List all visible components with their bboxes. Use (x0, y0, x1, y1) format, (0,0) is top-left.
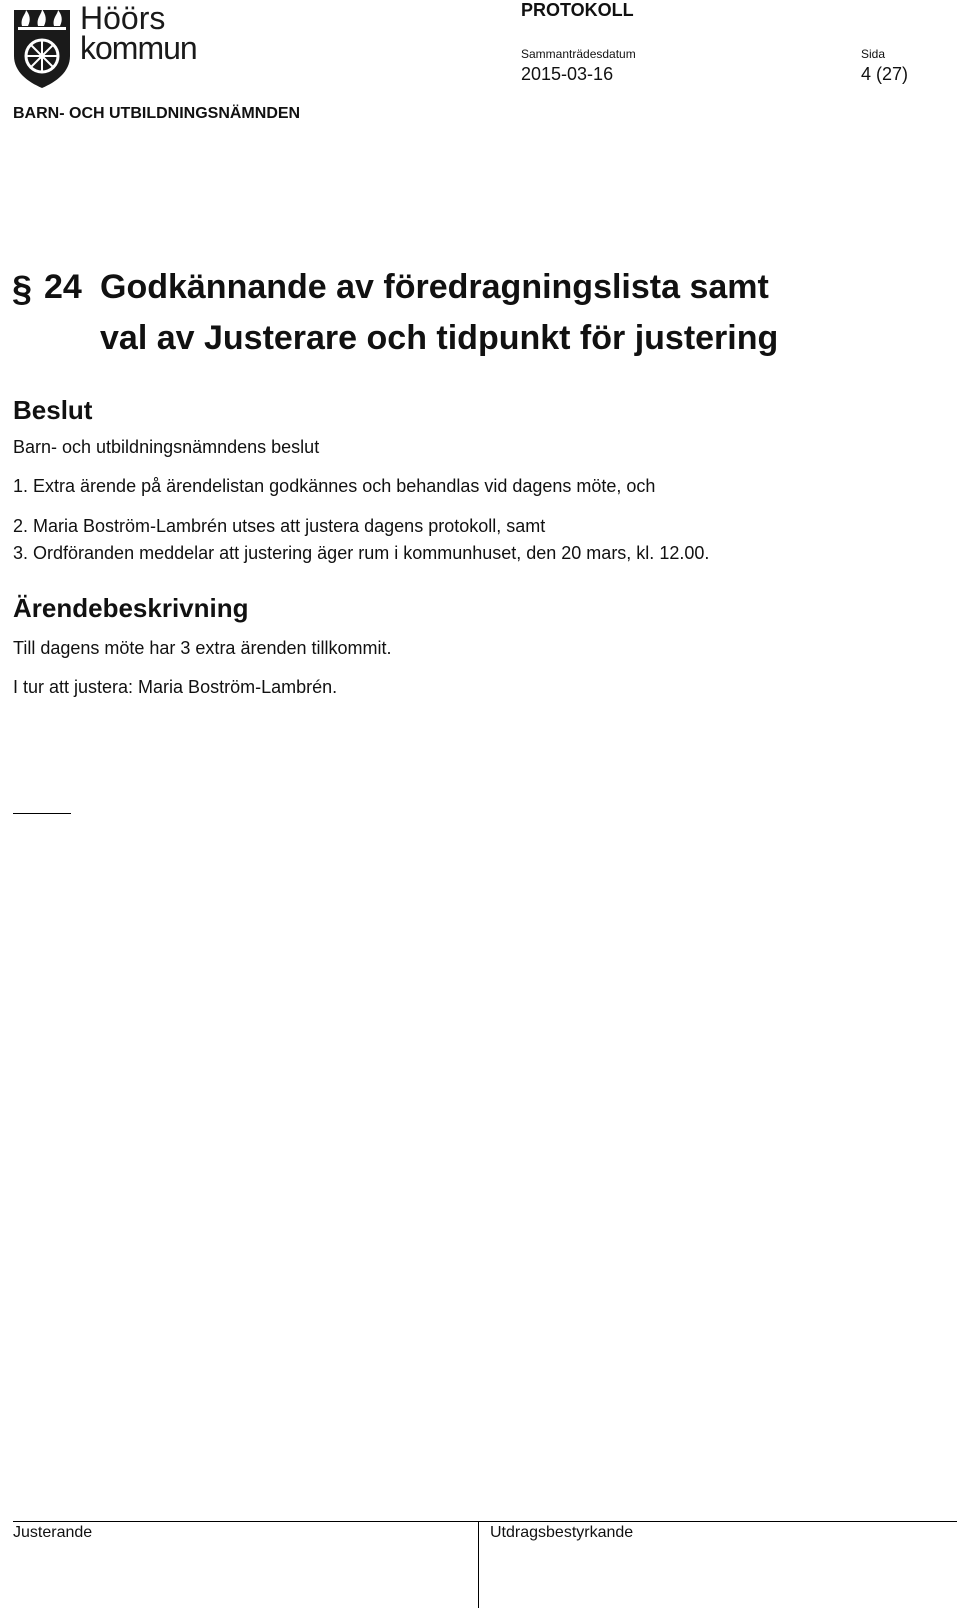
logo-text-line2: kommun (80, 30, 197, 66)
decision-intro: Barn- och utbildningsnämndens beslut (13, 437, 320, 457)
description-line: I tur att justera: Maria Boström-Lambrén. (13, 677, 338, 697)
decision-heading: Beslut (13, 395, 93, 425)
section-sign: § (12, 268, 33, 309)
meeting-date: 2015-03-16 (521, 64, 614, 84)
description-line: Till dagens möte har 3 extra ärenden tillkommit. (13, 638, 392, 658)
page-label: Sida (861, 47, 886, 61)
document-type: PROTOKOLL (521, 0, 634, 20)
decision-item: 3. Ordföranden meddelar att justering äger rum i kommunhuset, den 20 mars, kl. 12.00. (13, 543, 710, 563)
decision-item: 1. Extra ärende på ärendelistan godkännes och behandlas vid dagens möte, och (13, 476, 656, 496)
section-title-line1: Godkännande av föredragningslista samt (100, 268, 769, 306)
section-number: 24 (44, 268, 82, 306)
footer-divider (478, 1521, 479, 1608)
description-heading: Ärendebeskrivning (13, 593, 249, 623)
section-title-line2: val av Justerare och tidpunkt för justering (100, 319, 779, 357)
footer-rule (13, 1521, 957, 1522)
decision-item: 2. Maria Boström-Lambrén utses att justera dagens protokoll, samt (13, 516, 546, 536)
meeting-date-label: Sammanträdesdatum (521, 47, 636, 61)
page-number: 4 (27) (861, 64, 909, 84)
logo-text-line1: Höörs (80, 0, 166, 36)
extract-certification-label: Utdragsbestyrkande (490, 1524, 634, 1541)
committee-name: BARN- OCH UTBILDNINGSNÄMNDEN (13, 105, 301, 122)
adjuster-label: Justerande (13, 1524, 93, 1541)
footnote-rule (13, 813, 71, 814)
